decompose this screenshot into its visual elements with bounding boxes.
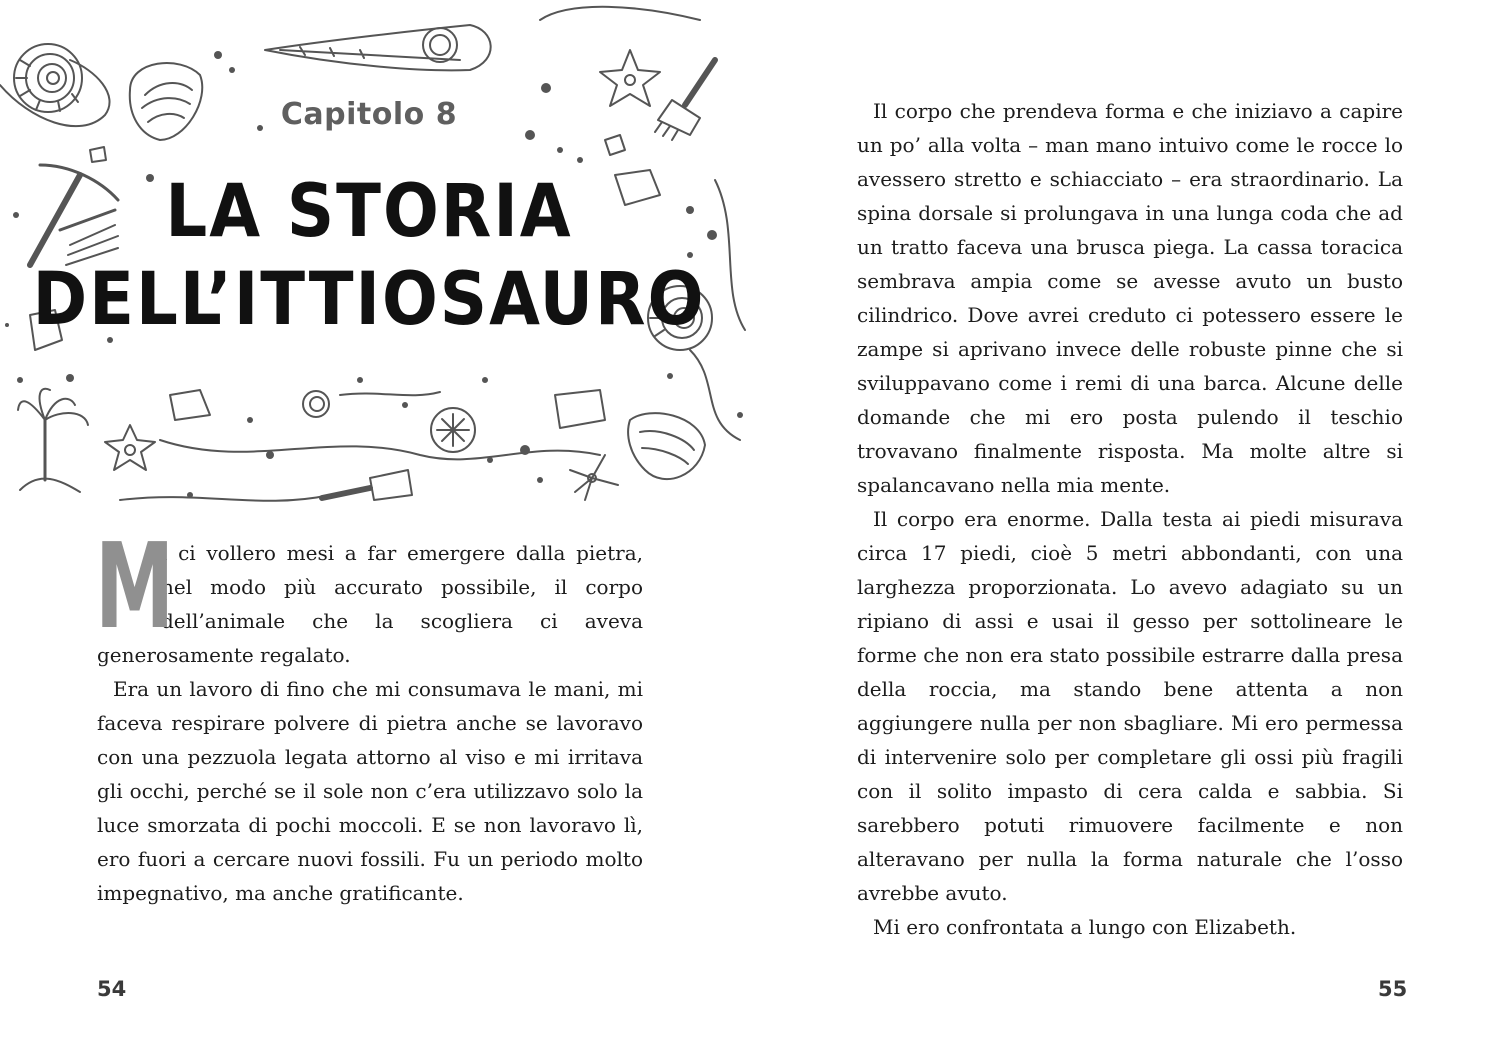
chapter-title-line1: LA STORIA <box>165 169 573 254</box>
paragraph: Il corpo che prendeva forma e che iniziavo a capire un po’ alla volta – man mano intuivo come le rocce lo avessero stretto e schiacciato – era straordinario. La spina dorsale si prolungava in una lunga coda che ad un tratto faceva una brusca piega. La cassa toracica sembrava ampia come se avesse avuto un busto cilindrico. Dove avrei creduto ci potessero essere le zampe si aprivano invece delle robuste pinne che si sviluppavano come i remi di una barca. Alcune delle domande che mi ero posta pulendo il teschio trovavano finalmente risposta. Ma molte altre si spalancavano nella mia mente. <box>857 99 1403 497</box>
sea-urchin-icon <box>431 408 475 452</box>
page-number-right: 55 <box>1378 977 1408 1001</box>
crinoid-icon <box>18 389 88 492</box>
chapter-title <box>0 168 738 344</box>
paragraph: Era un lavoro di fino che mi consumava le mani, mi faceva respirare polvere di pietra anche se lavoravo con una pezzuola legata attorno al viso e mi irritava gli occhi, perché se il sole non c’era utilizzavo solo la luce smorzata di pochi moccoli. E se non lavoravo lì, ero fuori a cercare nuovi fossili. Fu un periodo molto impegnativo, ma anche gratificante. <box>97 677 643 905</box>
right-page <box>750 0 1500 1050</box>
opening-paragraph <box>95 517 643 672</box>
chapter-title-line2: DELL’ITTIOSAURO <box>32 257 706 342</box>
drop-cap: M <box>95 517 175 655</box>
right-page-text <box>857 94 1403 944</box>
opening-paragraph-text: i ci vollero mesi a far emergere dalla pietra, nel modo più accurato possibile, il corpo dell’animale che la scogliera ci aveva generosamente regalato. <box>97 541 643 667</box>
paragraph: Mi ero confrontata a lungo con Elizabeth. <box>873 915 1297 939</box>
paragraph: Il corpo era enorme. Dalla testa ai piedi misurava circa 17 piedi, cioè 5 metri abbondanti, con una larghezza proporzionata. Lo avevo adagiato su un ripiano di assi e usai il gesso per sottolineare le forme che non era stato possibile estrarre dalla presa della roccia, ma stando bene attenta a non aggiungere nulla per non sbagliare. Mi ero permessa di intervenire solo per completare gli ossi più fragili con il solito impasto di cera calda e sabbia. Si sarebbero potuti rimuovere facilmente e non alteravano per nulla la forma naturale che l’osso avrebbe avuto. <box>857 507 1403 905</box>
left-page-text <box>95 517 643 910</box>
page-number-left: 54 <box>97 977 127 1001</box>
chapter-label: Capitolo 8 <box>280 97 458 132</box>
ichthyosaur-skull-icon <box>265 25 491 70</box>
